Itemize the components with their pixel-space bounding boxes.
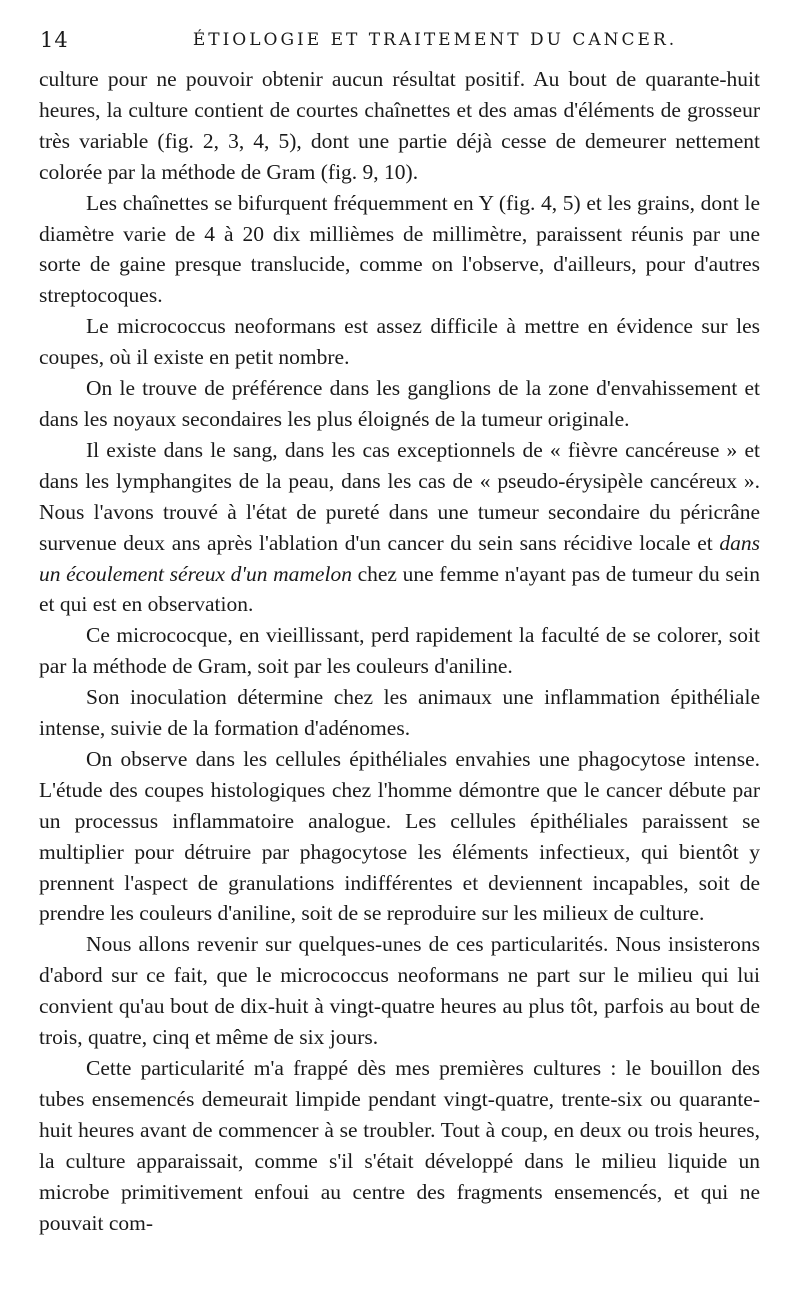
paragraph-5-italic-phrase: dans un écoulement séreux d'un mamelon <box>39 530 760 586</box>
page-number: 14 <box>40 28 69 52</box>
running-title: ÉTIOLOGIE ET TRAITEMENT DU CANCER. <box>192 30 678 50</box>
paragraph-1: culture pour ne pouvoir obtenir aucun résultat positif. Au bout de quarante-huit heures, la culture contient de courtes chaînettes et des amas d'éléments de grosseur très variable (fig. 2, 3, 4, 5), dont une partie déjà cesse de demeurer nettement colorée par la méthode de Gram (fig. 9, 10). <box>39 67 760 184</box>
paragraph-5-text-end: chez une femme n'ayant pas de tumeur du sein et qui est en observation. <box>39 561 760 617</box>
paragraph-7: Son inoculation détermine chez les animaux une inflammation épithéliale intense, suivie de la formation d'adénomes. <box>39 685 760 741</box>
paragraph-5 <box>39 435 760 620</box>
body-text <box>39 64 760 1238</box>
paragraph-5-text-start: Il existe dans le sang, dans les cas exceptionnels de « fièvre cancéreuse » et dans les lymphangites de la peau, dans les cas de « pseudo-érysipèle cancéreux ». Nous l'avons trouvé à l'état de pureté dans une tumeur secondaire du péricrâne survenue deux ans après l'ablation d'un cancer du sein sans récidive locale et <box>39 437 760 555</box>
paragraph-6: Ce micrococque, en vieillissant, perd rapidement la faculté de se colorer, soit par la méthode de Gram, soit par les couleurs d'aniline. <box>39 623 760 679</box>
paragraph-4: On le trouve de préférence dans les ganglions de la zone d'envahissement et dans les noyaux secondaires les plus éloignés de la tumeur originale. <box>39 376 760 431</box>
paragraph-10: Cette particularité m'a frappé dès mes premières cultures : le bouillon des tubes ensemencés demeurait limpide pendant vingt-quatre, trente-six ou quarante-huit heures avant de commencer à se troubler. Tout à coup, en deux ou trois heures, la culture apparaissait, comme s'il s'était développé dans le milieu liquide un microbe primitivement enfoui au centre des fragments ensemencés, et qui ne pouvait com- <box>39 1056 760 1235</box>
page-header <box>40 28 770 58</box>
paragraph-2: Les chaînettes se bifurquent fréquemment en Y (fig. 4, 5) et les grains, dont le diamètre varie de 4 à 20 dix millièmes de millimètre, paraissent réunis par une sorte de gaine presque translucide, comme on l'observe, d'ailleurs, pour d'autres streptocoques. <box>39 190 760 308</box>
paragraph-3: Le micrococcus neoformans est assez difficile à mettre en évidence sur les coupes, où il existe en petit nombre. <box>39 314 760 370</box>
paragraph-9: Nous allons revenir sur quelques-unes de ces particularités. Nous insisterons d'abord sur ce fait, que le micrococcus neoformans ne part sur le milieu qui lui convient qu'au bout de dix-huit à vingt-quatre heures au plus tôt, parfois au bout de trois, quatre, cinq et même de six jours. <box>39 932 760 1050</box>
paragraph-8: On observe dans les cellules épithéliales envahies une phagocytose intense. L'étude des coupes histologiques chez l'homme démontre que le cancer débute par un processus inflammatoire analogue. Les cellules épithéliales paraissent se multiplier pour détruire par phagocytose les éléments infectieux, qui bientôt y prennent l'aspect de granulations indifférentes et deviennent incapables, soit de prendre les couleurs d'aniline, soit de se reproduire sur les milieux de culture. <box>39 746 760 926</box>
